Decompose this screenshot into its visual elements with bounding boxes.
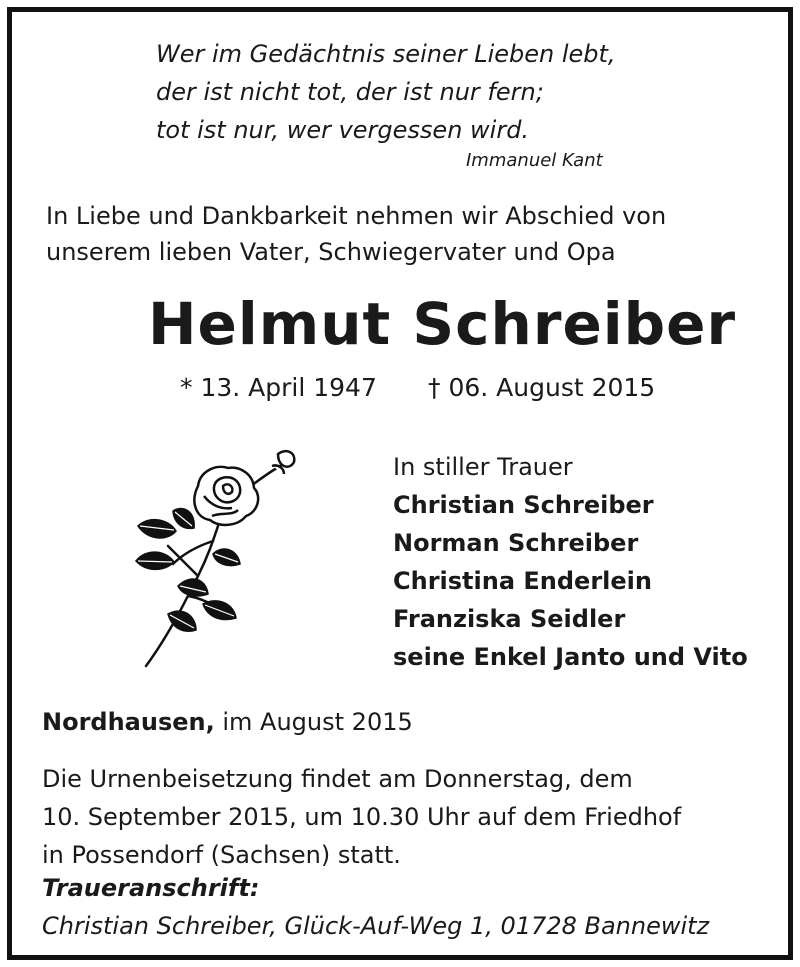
death-date: † 06. August 2015 [428, 373, 656, 402]
rose-icon [128, 446, 313, 671]
address-label: Traueranschrift: [42, 874, 260, 902]
quote-author: Immanuel Kant [466, 150, 603, 171]
place-date-line [42, 708, 413, 736]
mourner-name: seine Enkel Janto und Vito [393, 643, 748, 671]
quote-line: Wer im Gedächtnis seiner Lieben lebt, [156, 40, 616, 68]
burial-notice [42, 760, 681, 874]
intro-line: In Liebe und Dankbarkeit nehmen wir Abschied von [46, 202, 667, 230]
burial-line: in Possendorf (Sachsen) statt. [42, 841, 401, 869]
deceased-name: Helmut Schreiber [148, 290, 737, 358]
place-date: im August 2015 [222, 708, 413, 736]
birth-date: * 13. April 1947 [180, 373, 377, 402]
burial-line: Die Urnenbeisetzung findet am Donnerstag, dem [42, 765, 633, 793]
quote-line: tot ist nur, wer vergessen wird. [156, 116, 530, 144]
mourners-block [393, 448, 748, 676]
quote-line: der ist nicht tot, der ist nur fern; [156, 78, 544, 106]
quote [156, 35, 616, 149]
intro-line: unserem lieben Vater, Schwiegervater und Opa [46, 238, 616, 266]
burial-line: 10. September 2015, um 10.30 Uhr auf dem Friedhof [42, 803, 682, 831]
address-text: Christian Schreiber, Glück-Auf-Weg 1, 01728 Bannewitz [42, 912, 710, 940]
mourner-name: Christina Enderlein [393, 567, 652, 595]
mourner-name: Norman Schreiber [393, 529, 639, 557]
mourner-name: Franziska Seidler [393, 605, 626, 633]
place-city: Nordhausen, [42, 708, 215, 736]
mourner-name: Christian Schreiber [393, 491, 654, 519]
mourners-heading: In stiller Trauer [393, 453, 573, 481]
intro-text [46, 198, 666, 270]
